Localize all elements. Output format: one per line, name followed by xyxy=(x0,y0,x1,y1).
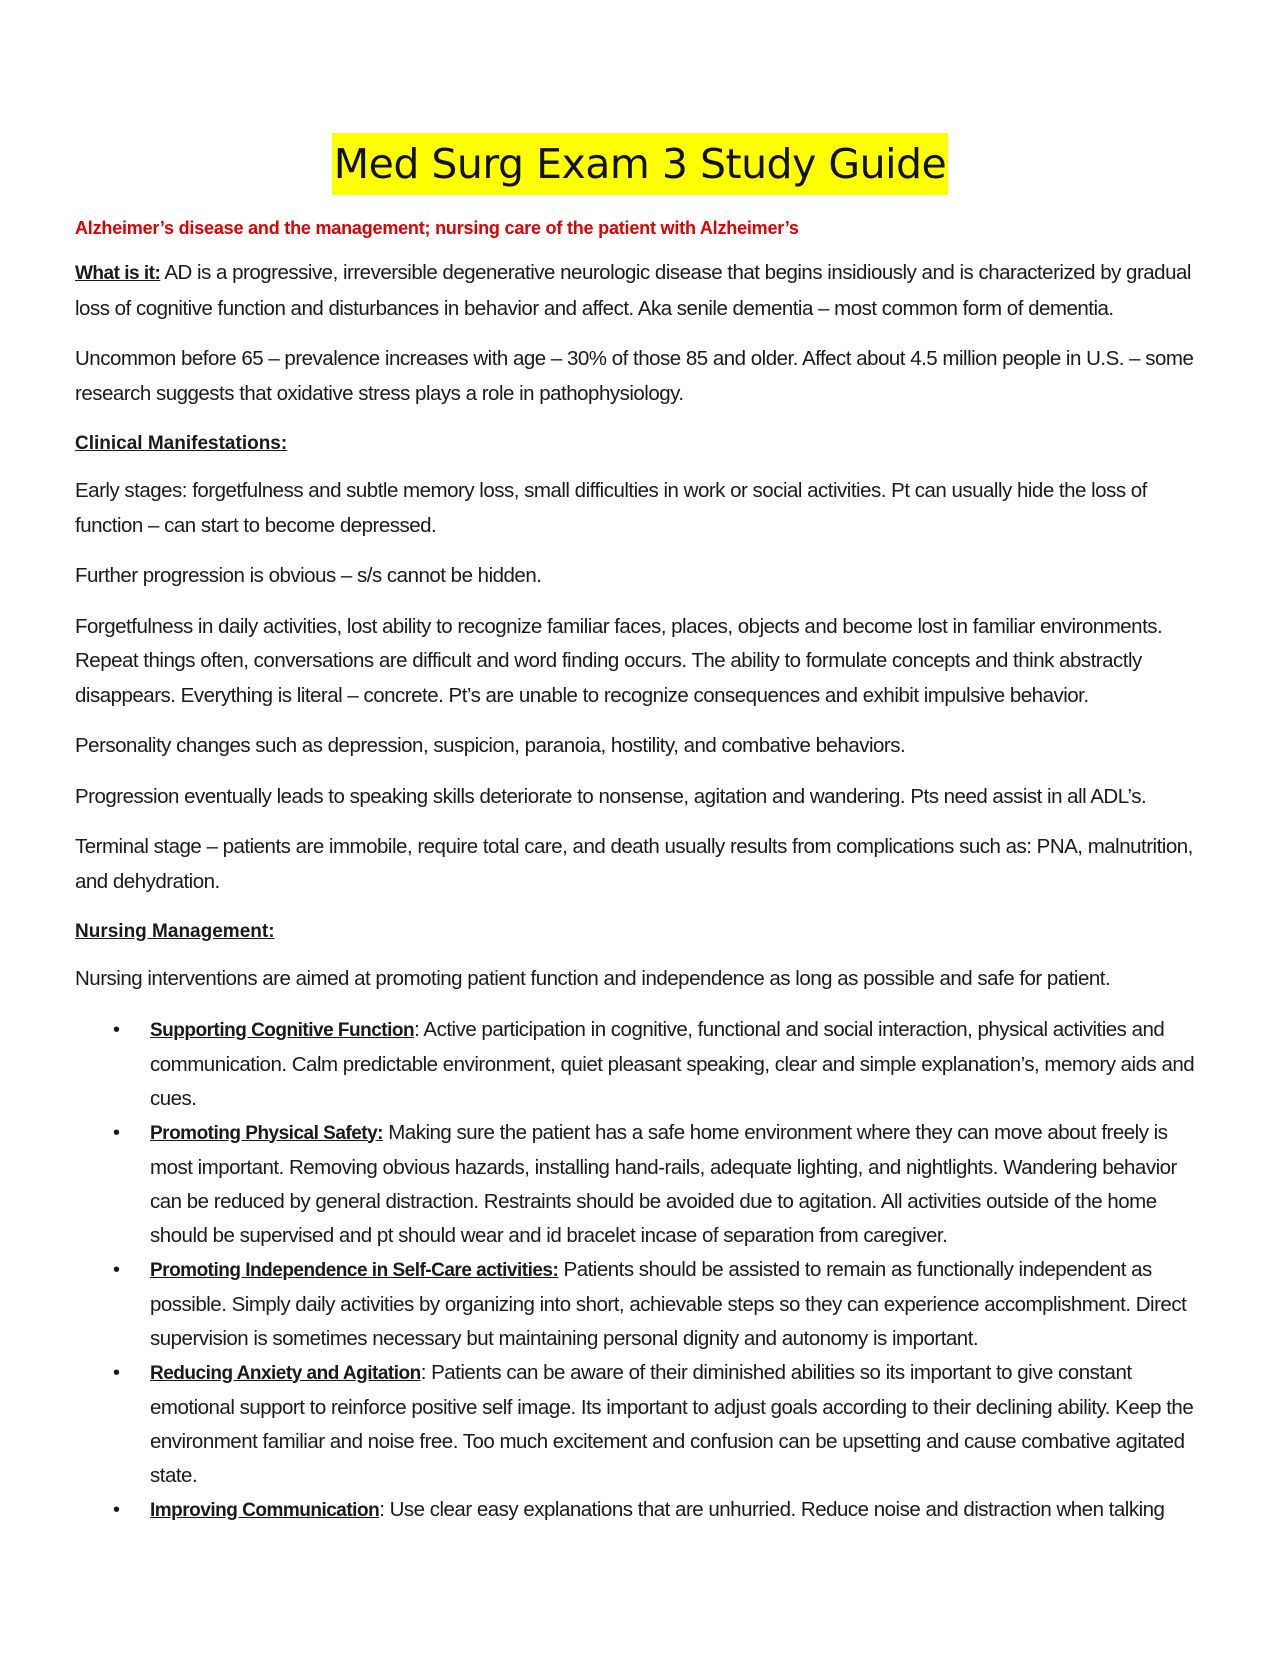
clinical-paragraph-progression: Further progression is obvious – s/s cannot be hidden. xyxy=(75,564,542,587)
intervention-label: Promoting Physical Safety: xyxy=(150,1122,384,1144)
bullet-icon: • xyxy=(113,1361,120,1384)
nursing-management-heading: Nursing Management: xyxy=(75,921,275,942)
list-item xyxy=(75,1116,1205,1253)
what-is-it-text: AD is a progressive, irreversible degenerative neurologic disease that begins insidiously and is characterized by gradual loss of cognitive function and disturbances in behavior and affect. Aka senile dementia – most common form of dementia. xyxy=(75,261,1191,320)
intervention-label: Reducing Anxiety and Agitation xyxy=(150,1362,421,1384)
bullet-icon: • xyxy=(113,1258,120,1281)
clinical-paragraph-personality: Personality changes such as depression, suspicion, paranoia, hostility, and combative behaviors. xyxy=(75,734,906,757)
bullet-icon: • xyxy=(113,1121,120,1144)
title-container xyxy=(0,133,1280,195)
document-title: Med Surg Exam 3 Study Guide xyxy=(332,133,949,195)
list-item xyxy=(75,1013,1205,1116)
nursing-intro-paragraph: Nursing interventions are aimed at promoting patient function and independence as long as possible and safe for patient. xyxy=(75,967,1111,990)
intervention-label: Promoting Independence in Self-Care activities: xyxy=(150,1259,559,1281)
clinical-manifestations-heading: Clinical Manifestations: xyxy=(75,433,288,454)
intervention-text: Making sure the patient has a safe home environment where they can move about freely is most important. Removing obvious hazards, installing hand-rails, adequate lighting, and nightlights. Wandering behavior can be reduced by general distraction. Restraints should be avoided due to agitation. All activities outside of the home should be supervised and pt should wear and id bracelet incase of separation from caregiver. xyxy=(150,1120,1177,1247)
section-heading: Alzheimer’s disease and the management; nursing care of the patient with Alzheimer’s xyxy=(75,218,799,238)
clinical-paragraph-early-stages: Early stages: forgetfulness and subtle memory loss, small difficulties in work or social activities. Pt can usually hide the loss of function – can start to become depressed. xyxy=(75,479,1147,537)
list-item xyxy=(75,1493,1205,1528)
bullet-icon: • xyxy=(113,1498,120,1521)
what-is-it-paragraph xyxy=(75,256,1205,326)
list-item xyxy=(75,1253,1205,1356)
nursing-interventions-list xyxy=(75,1013,1205,1528)
clinical-paragraph-forgetfulness: Forgetfulness in daily activities, lost ability to recognize familiar faces, places, objects and become lost in familiar environments. Repeat things often, conversations are difficult and word finding occurs. The ability to formulate concepts and think abstractly disappears. Everything is literal – concrete. Pt’s are unable to recognize consequences and exhibit impulsive behavior. xyxy=(75,614,1163,707)
intervention-label: Supporting Cognitive Function xyxy=(150,1019,415,1041)
list-item xyxy=(75,1356,1205,1493)
clinical-paragraph-speaking: Progression eventually leads to speaking skills deteriorate to nonsense, agitation and wandering. Pts need assist in all ADL’s. xyxy=(75,784,1147,808)
document-body xyxy=(75,214,1205,1528)
intervention-label: Improving Communication xyxy=(150,1499,380,1521)
intervention-text: : Patients can be aware of their diminished abilities so its important to give constant emotional support to reinforce positive self image. Its important to adjust goals according to their declining ability. Keep the environment familiar and noise free. Too much excitement and confusion can be upsetting and cause combative agitated state. xyxy=(150,1360,1194,1487)
bullet-icon: • xyxy=(113,1018,120,1041)
prevalence-paragraph: Uncommon before 65 – prevalence increases with age – 30% of those 85 and older. Affect about 4.5 million people in U.S. – some research suggests that oxidative stress plays a role in pathophysiology. xyxy=(75,347,1194,405)
intervention-text: : Active participation in cognitive, functional and social interaction, physical activities and communication. Calm predictable environment, quiet pleasant speaking, clear and simple explanation’s, memory aids and cues. xyxy=(150,1017,1195,1110)
intervention-text: Patients should be assisted to remain as functionally independent as possible. Simply daily activities by organizing into short, achievable steps so they can experience accomplishment. Direct supervision is sometimes necessary but maintaining personal dignity and autonomy is important. xyxy=(150,1257,1187,1350)
intervention-text: : Use clear easy explanations that are unhurried. Reduce noise and distraction when talking xyxy=(379,1497,1165,1521)
clinical-paragraph-terminal: Terminal stage – patients are immobile, require total care, and death usually results from complications such as: PNA, malnutrition, and dehydration. xyxy=(75,835,1193,893)
what-is-it-label: What is it: xyxy=(75,263,161,284)
